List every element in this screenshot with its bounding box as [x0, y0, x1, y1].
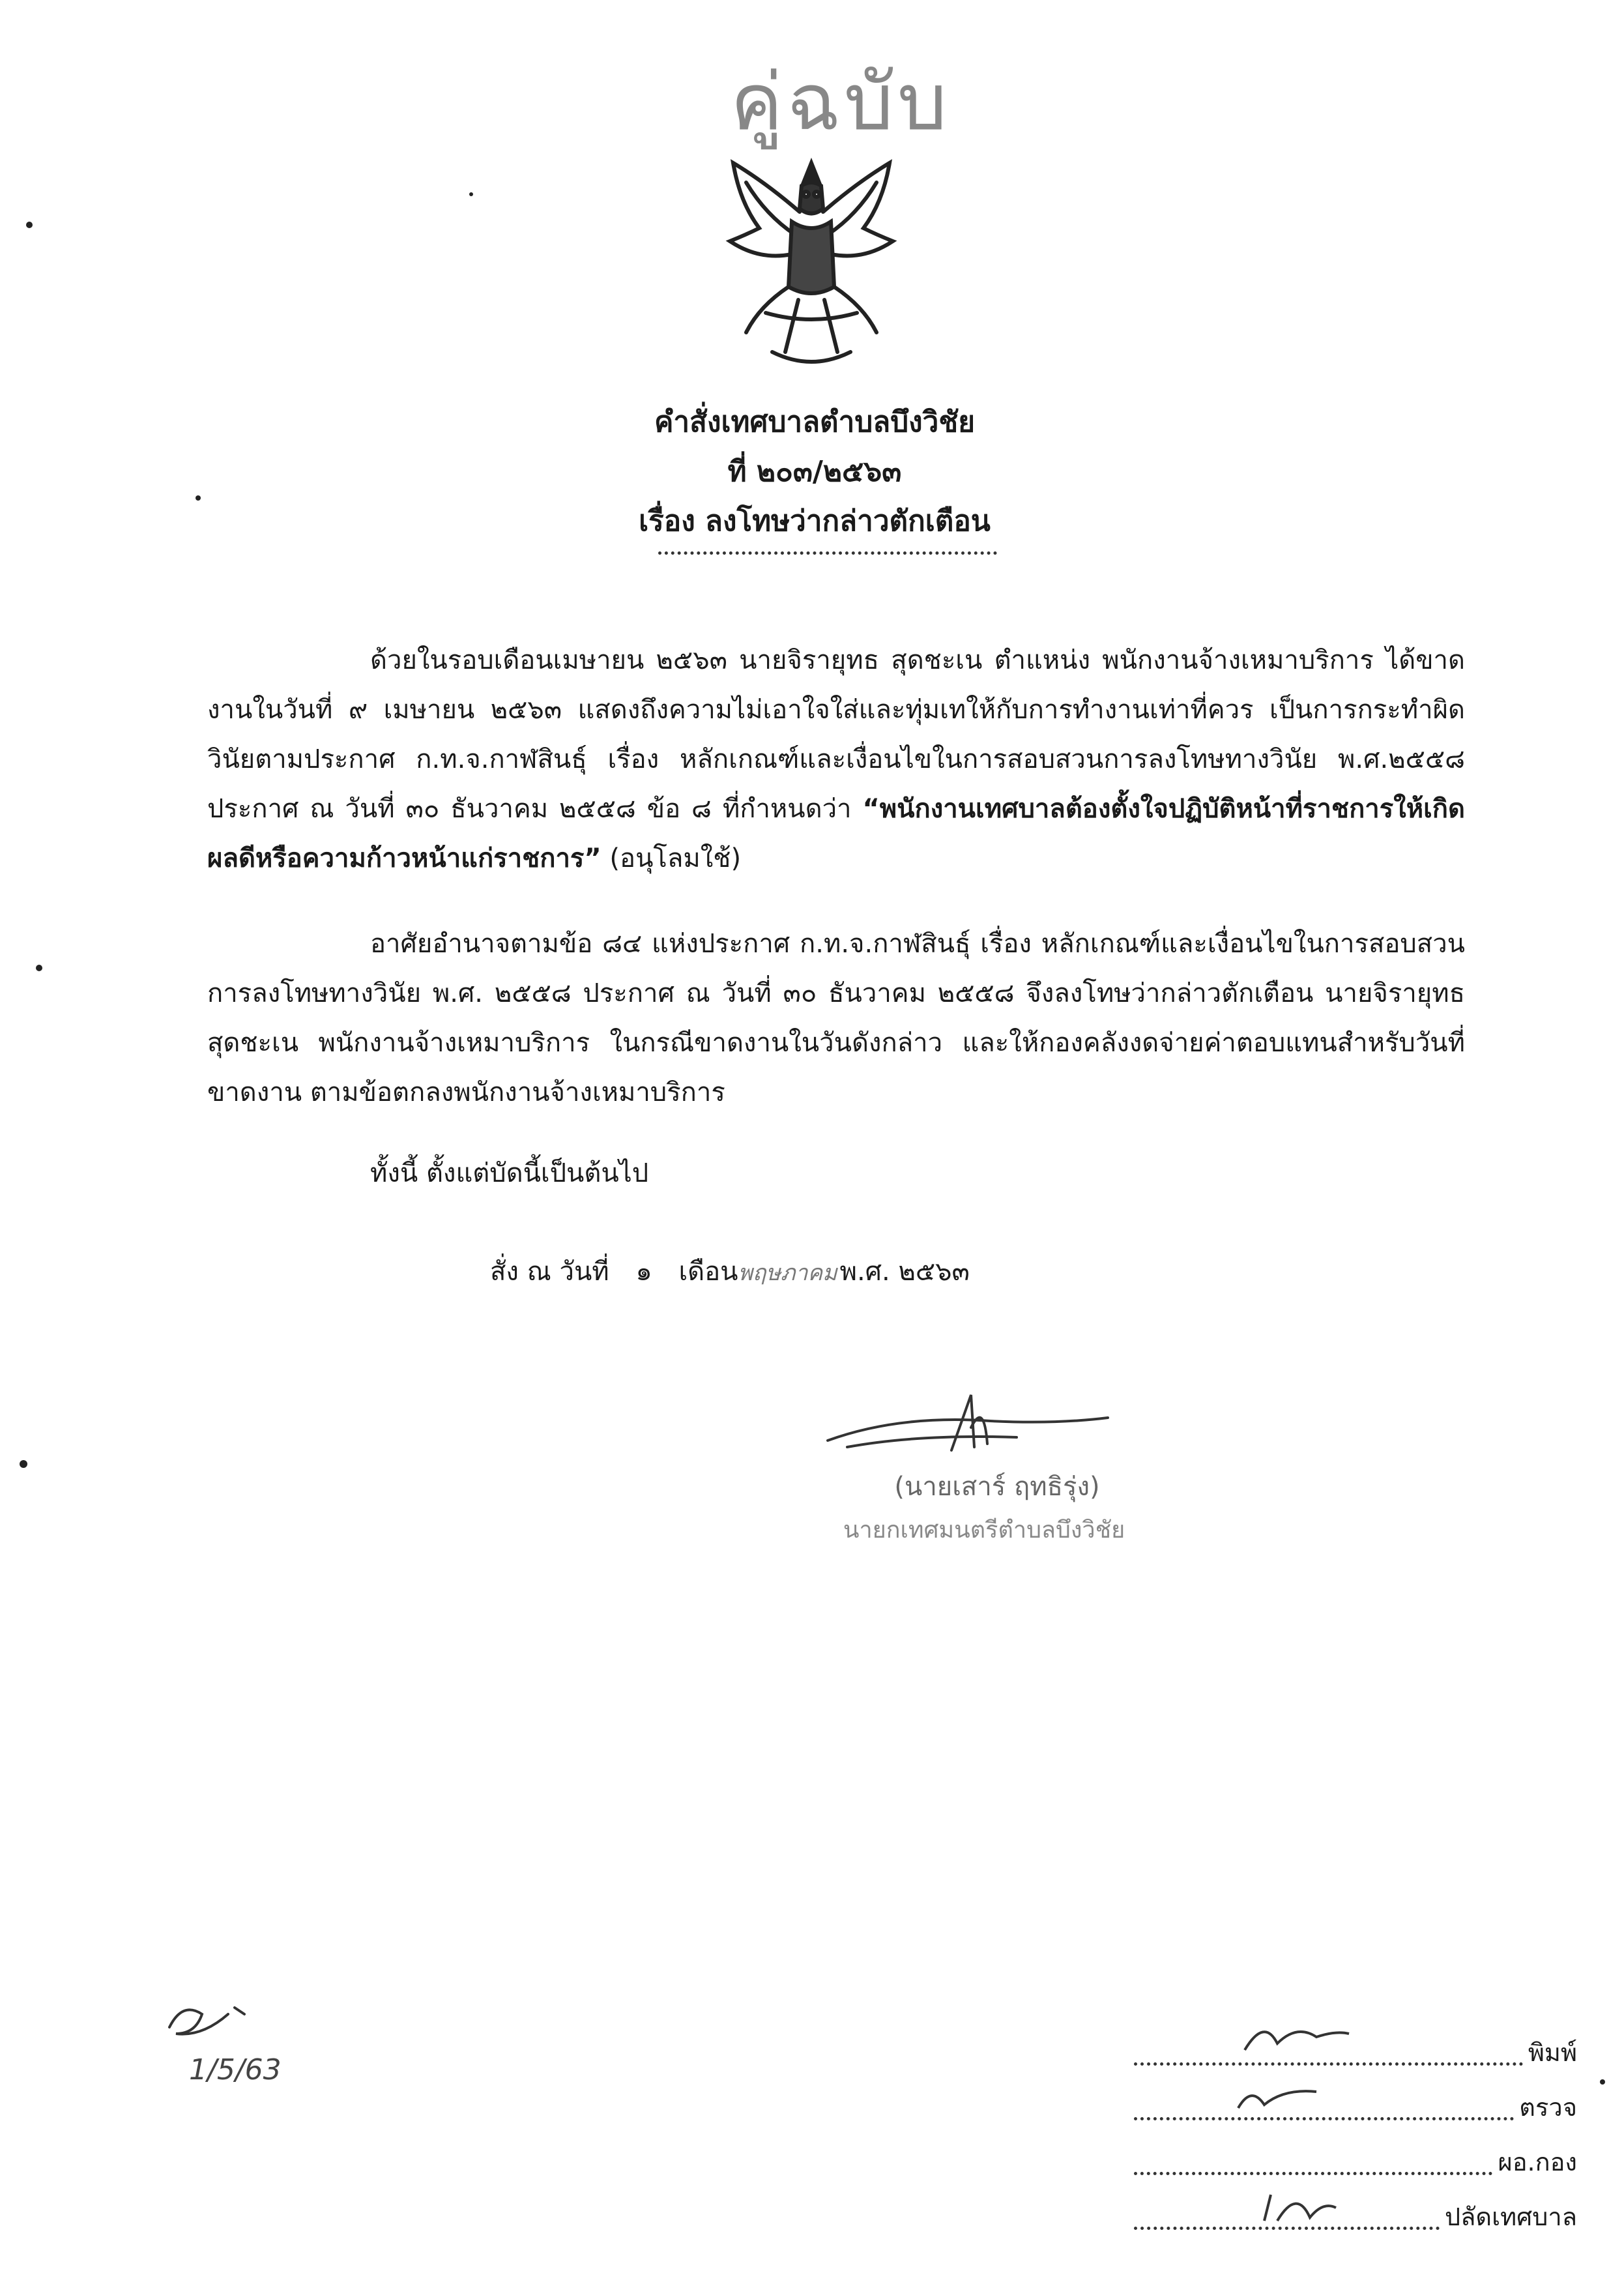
order-date-month: พฤษภาคม — [738, 1260, 837, 1286]
order-date-day: ๑ — [635, 1257, 652, 1287]
order-number: ที่ ๒๐๓/๒๕๖๓ — [727, 455, 902, 488]
header-divider — [658, 551, 997, 555]
scan-speck — [26, 222, 33, 228]
approval-label-clerk: ปลัดเทศบาล — [1445, 2203, 1577, 2231]
scan-speck — [196, 495, 201, 501]
approval-label-typed: พิมพ์ — [1528, 2038, 1577, 2067]
approval-label-checked: ตรวจ — [1519, 2093, 1577, 2122]
para1-text: ด้วยในรอบเดือนเมษายน ๒๕๖๓ นายจิรายุทธ สุดชะเน ตำแหน่ง พนักงานจ้างเหมาบริการ ได้ขาดงานในวันที่ ๙ เมษายน ๒๕๖๓ แสดงถึงความไม่เอาใจใส่และทุ่มเทให้กับการทำงานเท่าที่ควร เป็นการกระทำผิดวินัยตามประกาศ ก.ท.จ.กาฬสินธุ์ เรื่อง หลักเกณฑ์และเงื่อนไขในการสอบสวนการลงโทษทางวินัย พ.ศ.๒๕๕๘ ประกาศ ณ วันที่ ๓๐ ธันวาคม ๒๕๕๘ ข้อ ๘ ที่กำหนดว่า — [207, 645, 1465, 824]
scan-speck — [36, 965, 42, 971]
order-date-month-label: เดือน — [678, 1257, 738, 1287]
approval-row-clerk — [1134, 2182, 1577, 2236]
initials-mark — [1232, 2079, 1323, 2118]
initials-mark — [1238, 2011, 1356, 2063]
initials-mark — [1251, 2182, 1342, 2227]
handwritten-note-mark — [156, 1988, 326, 2105]
body-paragraph-3: ทั้งนี้ ตั้งแต่บัดนี้เป็นต้นไป — [370, 1158, 649, 1188]
order-date-prefix: สั่ง ณ วันที่ — [490, 1257, 609, 1287]
scan-speck — [469, 192, 473, 196]
order-date-year: พ.ศ. ๒๕๖๓ — [839, 1257, 970, 1287]
approval-block — [1134, 2017, 1577, 2236]
body-paragraph-2: อาศัยอำนาจตามข้อ ๘๔ แห่งประกาศ ก.ท.จ.กาฬสินธุ์ เรื่อง หลักเกณฑ์และเงื่อนไขในการสอบสวนการลงโทษทางวินัย พ.ศ. ๒๕๕๘ ประกาศ ณ วันที่ ๓๐ ธันวาคม ๒๕๕๘ จึงลงโทษว่ากล่าวตักเตือน นายจิรายุทธ สุดชะเน พนักงานจ้างเหมาบริการ ในกรณีขาดงานในวันดังกล่าว และให้กองคลังงดจ่ายค่าตอบแทนสำหรับวันที่ขาดงาน ตามข้อตกลงพนักงานจ้างเหมาบริการ — [207, 929, 1465, 1107]
copy-stamp: คู่ฉบับ — [730, 57, 951, 148]
order-date-line — [490, 1250, 988, 1292]
approval-label-director: ผอ.กอง — [1498, 2148, 1577, 2176]
approval-row-director — [1134, 2127, 1577, 2182]
approval-row-typed — [1134, 2017, 1577, 2072]
para1-tail: (อนุโลมใช้) — [601, 843, 742, 873]
handwritten-date: 1/5/63 — [189, 2053, 282, 2086]
garuda-emblem-icon — [720, 156, 903, 372]
signature-mark — [821, 1388, 1121, 1460]
scan-speck — [1600, 2079, 1605, 2085]
body-paragraph-1 — [207, 636, 1465, 883]
signatory-name: (นายเสาร์ ฤทธิรุ่ง) — [894, 1472, 1100, 1502]
order-subject: เรื่อง ลงโทษว่ากล่าวตักเตือน — [639, 505, 991, 538]
approval-row-checked — [1134, 2072, 1577, 2127]
signatory-title: นายกเทศมนตรีตำบลบึงวิชัย — [843, 1517, 1125, 1544]
para1-quote: “พนักงานเทศบาลต้องตั้งใจปฏิบัติหน้าที่ราชการให้เกิดผลดีหรือความก้าวหน้าแก่ราชการ” — [207, 794, 1465, 873]
scan-speck — [20, 1460, 27, 1468]
order-title: คำสั่งเทศบาลตำบลบึงวิชัย — [654, 405, 975, 439]
